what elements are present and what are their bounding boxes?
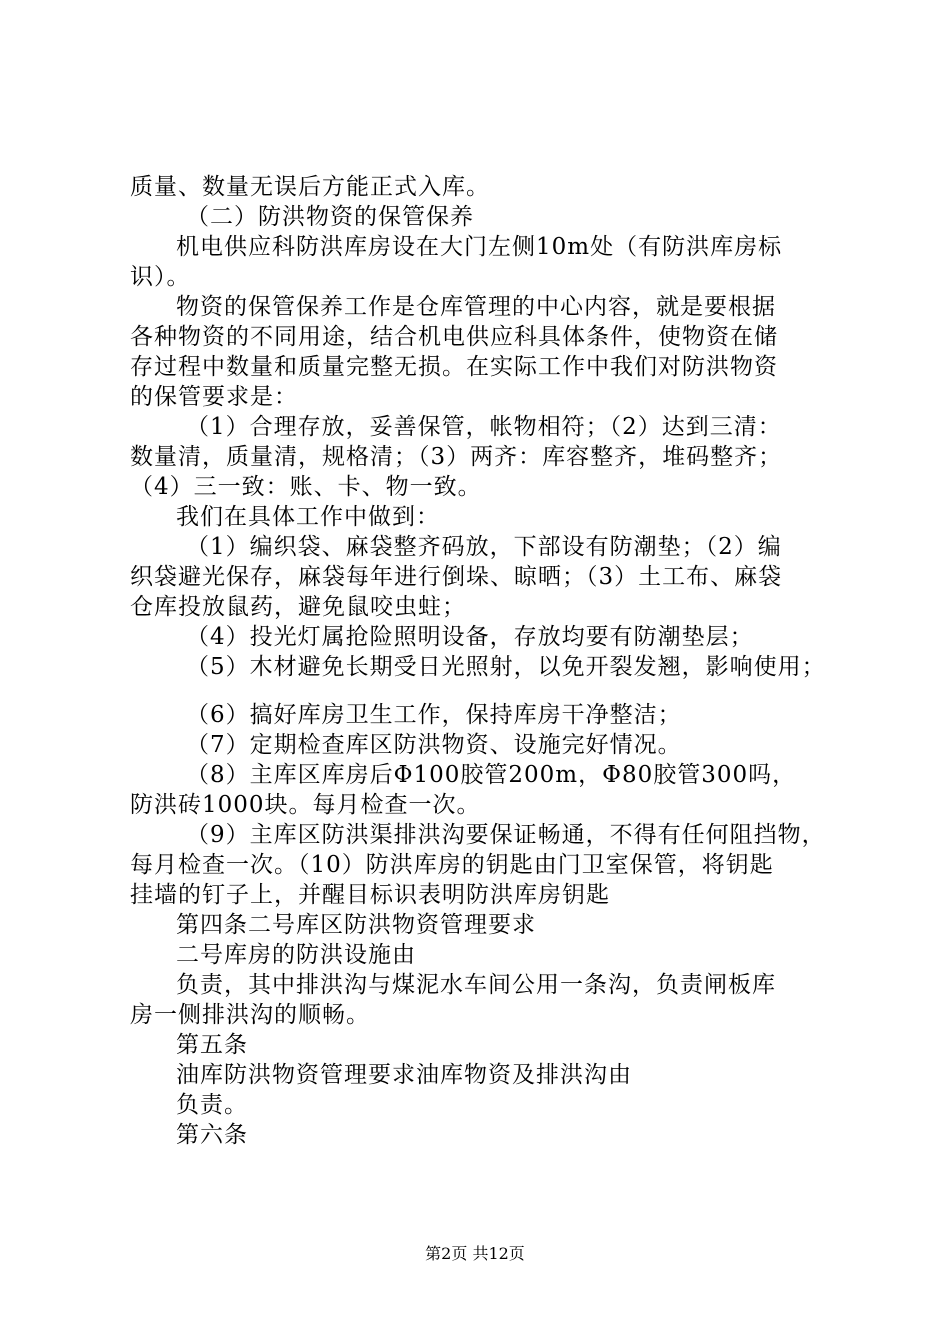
paragraph-line: 负责。 bbox=[176, 1092, 248, 1118]
list-item: 数量清，质量清，规格清；（3）两齐：库容整齐，堆码整齐； bbox=[130, 444, 783, 470]
paragraph-line: 房一侧排洪沟的顺畅。 bbox=[130, 1002, 370, 1028]
list-item: （8）主库区库房后Φ100胶管200m，Φ80胶管300吗， bbox=[186, 762, 797, 788]
paragraph-line: 物资的保管保养工作是仓库管理的中心内容，就是要根据 bbox=[176, 294, 776, 320]
paragraph-line: 存过程中数量和质量完整无损。在实际工作中我们对防洪物资 bbox=[130, 354, 778, 380]
list-item: 仓库投放鼠药，避免鼠咬虫蛀； bbox=[130, 594, 466, 620]
list-item: （1）编织袋、麻袋整齐码放，下部设有防潮垫；（2）编 bbox=[186, 534, 782, 560]
list-item: （1）合理存放，妥善保管，帐物相符；（2）达到三清： bbox=[186, 414, 782, 440]
paragraph-line: 二号库房的防洪设施由 bbox=[176, 942, 416, 968]
page-footer bbox=[0, 1244, 950, 1264]
paragraph-line: 识）。 bbox=[130, 264, 191, 290]
article-heading: 第五条 bbox=[176, 1032, 248, 1058]
list-item: （7）定期检查库区防洪物资、设施完好情况。 bbox=[186, 732, 682, 758]
paragraph-line: 各种物资的不同用途，结合机电供应科具体条件，使物资在储 bbox=[130, 324, 778, 350]
list-item: 防洪砖1000块。每月检查一次。 bbox=[130, 792, 481, 818]
list-item: （9）主库区防洪渠排洪沟要保证畅通，不得有任何阻挡物， bbox=[186, 822, 826, 848]
list-item: 每月检查一次。（10）防洪库房的钥匙由门卫室保管，将钥匙 bbox=[130, 852, 774, 878]
list-item: （5）木材避免长期受日光照射，以免开裂发翘，影响使用； bbox=[186, 654, 826, 680]
paragraph-line: 质量、数量无误后方能正式入库。 bbox=[130, 174, 490, 200]
document-body bbox=[130, 172, 830, 1150]
paragraph-line: 机电供应科防洪库房设在大门左侧10m处（有防洪库房标 bbox=[176, 234, 783, 260]
list-item: 挂墙的钉子上，并醒目标识表明防洪库房钥匙 bbox=[130, 882, 610, 908]
list-item: （4）投光灯属抢险照明设备，存放均要有防潮垫层； bbox=[186, 624, 754, 650]
paragraph-line: 的保管要求是： bbox=[130, 384, 298, 410]
paragraph-line: 我们在具体工作中做到： bbox=[176, 504, 440, 530]
paragraph-line: 油库防洪物资管理要求油库物资及排洪沟由 bbox=[176, 1062, 632, 1088]
article-heading: 第四条二号库区防洪物资管理要求 bbox=[176, 912, 536, 938]
page-number: 第2页 共12页 bbox=[425, 1244, 525, 1263]
article-heading: 第六条 bbox=[176, 1122, 248, 1148]
list-item: （4）三一致：账、卡、物一致。 bbox=[130, 474, 482, 500]
paragraph-line: 负责，其中排洪沟与煤泥水车间公用一条沟，负责闸板库 bbox=[176, 972, 776, 998]
section-heading: （二）防洪物资的保管保养 bbox=[186, 204, 474, 230]
list-item: （6）搞好库房卫生工作，保持库房干净整洁； bbox=[186, 702, 682, 728]
list-item: 织袋避光保存，麻袋每年进行倒垛、晾晒；（3）土工布、麻袋 bbox=[130, 564, 783, 590]
